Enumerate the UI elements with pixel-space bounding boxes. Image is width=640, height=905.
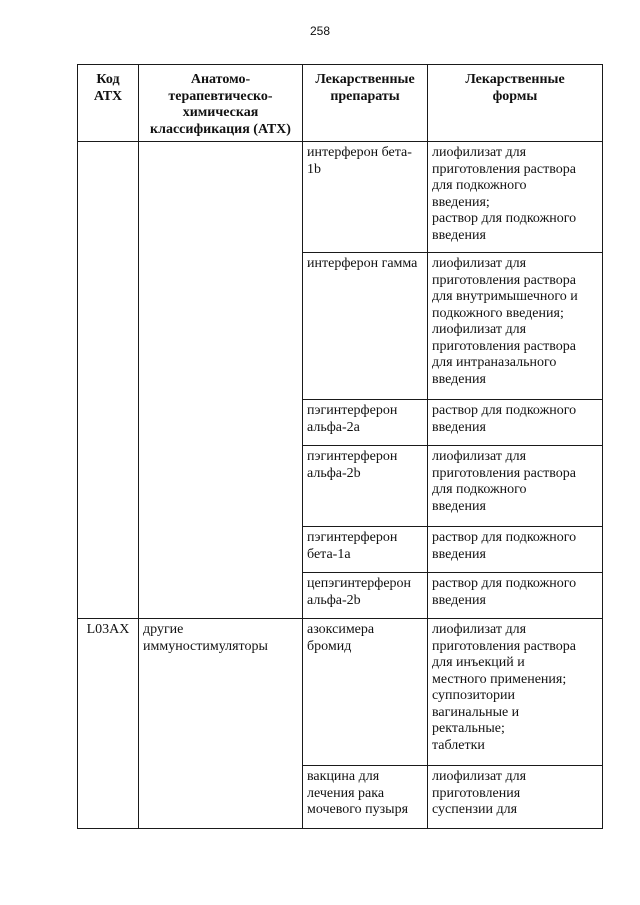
classification-cell bbox=[139, 142, 303, 619]
header-drugs: Лекарственные препараты bbox=[303, 65, 428, 142]
code-cell: L03AX bbox=[78, 619, 139, 829]
header-classification: Анатомо- терапевтическо- химическая классификация (АТХ) bbox=[139, 65, 303, 142]
drug-cell: интерферон гамма bbox=[303, 253, 428, 400]
drug-cell: пэгинтерферон бета-1a bbox=[303, 527, 428, 573]
drug-cell: вакцина для лечения рака мочевого пузыря bbox=[303, 766, 428, 829]
code-cell bbox=[78, 142, 139, 619]
drug-cell: азоксимера бромид bbox=[303, 619, 428, 766]
drug-cell: интерферон бета- 1b bbox=[303, 142, 428, 253]
drug-cell: цепэгинтерферон альфа-2b bbox=[303, 573, 428, 619]
form-cell: лиофилизат для приготовления раствора для подкожного введения; раствор для подкожного введения bbox=[428, 142, 603, 253]
table-row bbox=[78, 142, 603, 253]
classification-cell: другие иммуностимуляторы bbox=[139, 619, 303, 829]
header-forms: Лекарственные формы bbox=[428, 65, 603, 142]
form-cell: раствор для подкожного введения bbox=[428, 400, 603, 446]
atx-drug-table bbox=[77, 64, 603, 829]
form-cell: лиофилизат для приготовления раствора для внутримышечного и подкожного введения; лиофилизат для приготовления раствора для интраназального введения bbox=[428, 253, 603, 400]
header-code: Код АТХ bbox=[78, 65, 139, 142]
form-cell: лиофилизат для приготовления суспензии для bbox=[428, 766, 603, 829]
form-cell: раствор для подкожного введения bbox=[428, 527, 603, 573]
form-cell: лиофилизат для приготовления раствора для подкожного введения bbox=[428, 446, 603, 527]
page-number: 258 bbox=[309, 24, 331, 38]
table-header-row bbox=[78, 65, 603, 142]
drug-cell: пэгинтерферон альфа-2b bbox=[303, 446, 428, 527]
form-cell: лиофилизат для приготовления раствора для инъекций и местного применения; суппозитории вагинальные и ректальные; таблетки bbox=[428, 619, 603, 766]
form-cell: раствор для подкожного введения bbox=[428, 573, 603, 619]
table-row bbox=[78, 619, 603, 766]
drug-cell: пэгинтерферон альфа-2a bbox=[303, 400, 428, 446]
